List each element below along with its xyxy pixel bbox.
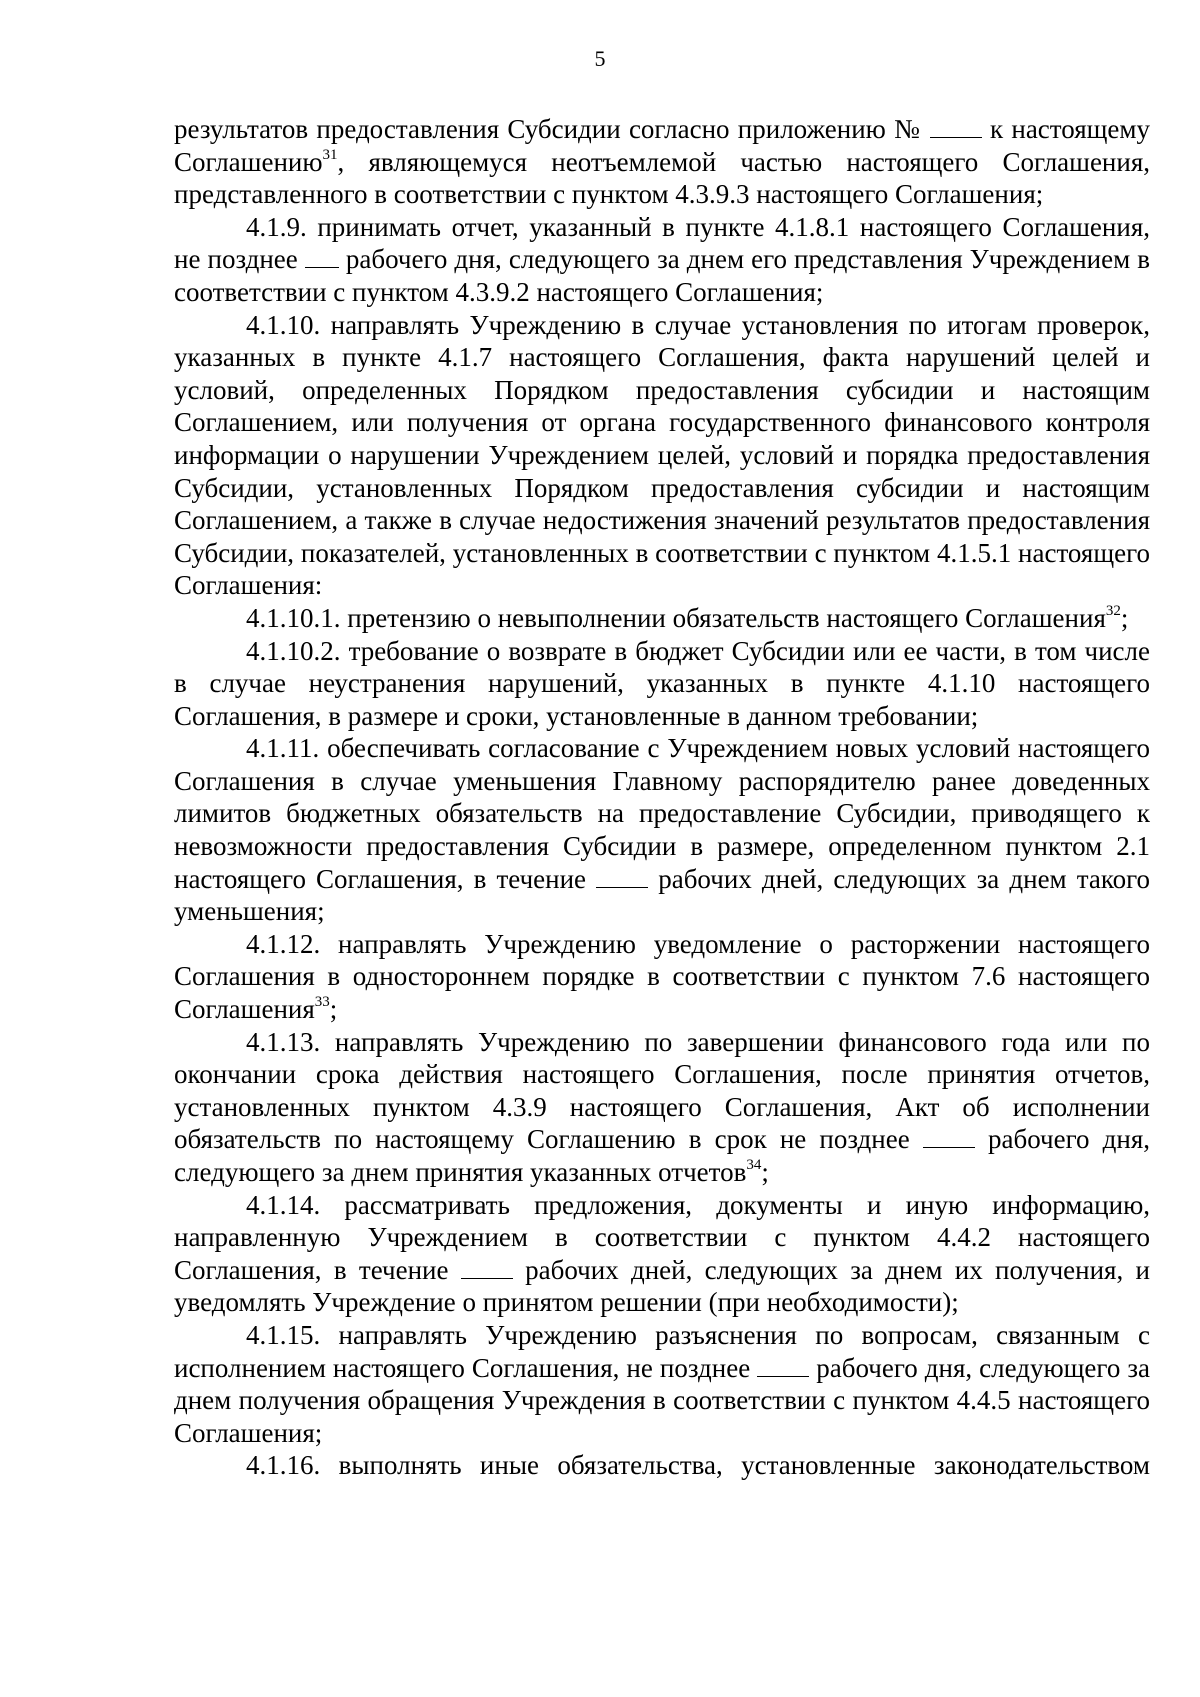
paragraph-text: 4.1.10. направлять Учреждению в случае установления по итогам проверок, указанных в пункте 4.1.7 настоящего Соглашения, факта нарушений целей и условий, определенных Порядком предоставления субсидии и настоящим Соглашением, или получения от органа государственного финансового контроля информации о нарушении Учреждением целей, условий и порядка предоставления Субсидии, установленных Порядком предоставления субсидии и настоящим Соглашением, а также в случае недостижения значений результатов предоставления Субсидии, показателей, установленных в соответствии с пунктом 4.1.5.1 настоящего Соглашения: (174, 309, 1150, 601)
page-number: 5 (594, 46, 606, 71)
paragraph-4-1-10-2 (174, 635, 1150, 733)
paragraph-text: результатов предоставления Субсидии согласно приложению № (174, 114, 930, 144)
paragraph-text: 4.1.13. направлять Учреждению по завершении финансового года или по окончании срока действия настоящего Соглашения, после принятия отчетов, установленных пунктом 4.3.9 настоящего Соглашения, Акт об исполнении обязательств по настоящему Соглашению в срок не позднее (174, 1026, 1150, 1155)
paragraph-text: рабочего дня, следующего за днем получения обращения Учреждения в соответствии с пунктом 4.4.5 настоящего Соглашения; (174, 1352, 1150, 1448)
paragraph-text: ; (329, 994, 338, 1025)
footnote-ref: 34 (746, 1157, 762, 1173)
paragraph-text: рабочих дней, следующих за днем их получения, и уведомлять Учреждение о принятом решении (при необходимости); (174, 1254, 1150, 1318)
paragraph-text: 4.1.10.2. требование о возврате в бюджет Субсидии или ее части, в том числе в случае неустранения нарушений, указанных в пункте 4.1.10 настоящего Соглашения, в размере и сроки, установленные в данном требовании; (174, 635, 1150, 731)
paragraph-4-1-12 (174, 928, 1150, 1026)
paragraph-cont (174, 113, 1150, 211)
fill-in-blank (930, 115, 982, 138)
footnote-ref: 31 (322, 146, 338, 163)
paragraph-text: 4.1.15. направлять Учреждению разъяснения по вопросам, связанным с исполнением настоящего Соглашения, не позднее (174, 1319, 1150, 1383)
paragraph-text: 4.1.11. обеспечивать согласование с Учреждением новых условий настоящего Соглашения в случае уменьшения Главному распорядителю ранее доведенных лимитов бюджетных обязательств на предоставление Субсидии, приводящего к невозможности предоставления Субсидии в размере, определенном пунктом 2.1 настоящего Соглашения, в течение (174, 733, 1150, 894)
paragraph-text: рабочего дня, следующего за днем принятия указанных отчетов (174, 1124, 1150, 1187)
paragraph-text: , являющемуся неотъемлемой частью настоящего Соглашения, представленного в соответствии с пунктом 4.3.9.3 настоящего Соглашения; (174, 146, 1150, 210)
paragraph-4-1-11 (174, 732, 1150, 928)
fill-in-blank (923, 1125, 975, 1148)
paragraph-text: рабочих дней, следующих за днем такого уменьшения; (174, 863, 1150, 927)
paragraph-4-1-14 (174, 1189, 1150, 1319)
paragraph-text: рабочего дня, следующего за днем его представления Учреждением в соответствии с пунктом 4.3.9.2 настоящего Соглашения; (174, 244, 1150, 307)
paragraph-text: 4.1.14. рассматривать предложения, документы и иную информацию, направленную Учреждением в соответствии с пунктом 4.4.2 настоящего Соглашения, в течение (174, 1189, 1150, 1285)
paragraph-4-1-10 (174, 309, 1150, 602)
paragraph-text: ; (761, 1157, 769, 1187)
paragraph-text: 4.1.10.1. претензию о невыполнении обязательств настоящего Соглашения (246, 602, 1106, 633)
paragraph-text: 4.1.9. принимать отчет, указанный в пункте 4.1.8.1 настоящего Соглашения, не позднее (174, 211, 1150, 275)
paragraph-text: 4.1.12. направлять Учреждению уведомление о расторжении настоящего Соглашения в одностороннем порядке в соответствии с пунктом 7.6 настоящего Соглашения (174, 928, 1150, 1025)
paragraph-4-1-16 (174, 1449, 1150, 1482)
footnote-ref: 32 (1105, 602, 1121, 619)
document-body (174, 113, 1150, 1482)
fill-in-blank (757, 1354, 809, 1377)
paragraph-4-1-10-1 (174, 602, 1150, 635)
footnote-ref: 33 (314, 994, 330, 1011)
fill-in-blank (305, 245, 339, 268)
fill-in-blank (596, 865, 648, 888)
paragraph-text: к настоящему Соглашению (174, 114, 1150, 177)
paragraph-4-1-9 (174, 211, 1150, 309)
paragraph-text: 4.1.16. выполнять иные обязательства, установленные законодательством (246, 1450, 1150, 1481)
paragraph-4-1-13 (174, 1026, 1150, 1189)
paragraph-text: ; (1120, 602, 1129, 633)
paragraph-4-1-15 (174, 1319, 1150, 1449)
fill-in-blank (461, 1256, 513, 1279)
